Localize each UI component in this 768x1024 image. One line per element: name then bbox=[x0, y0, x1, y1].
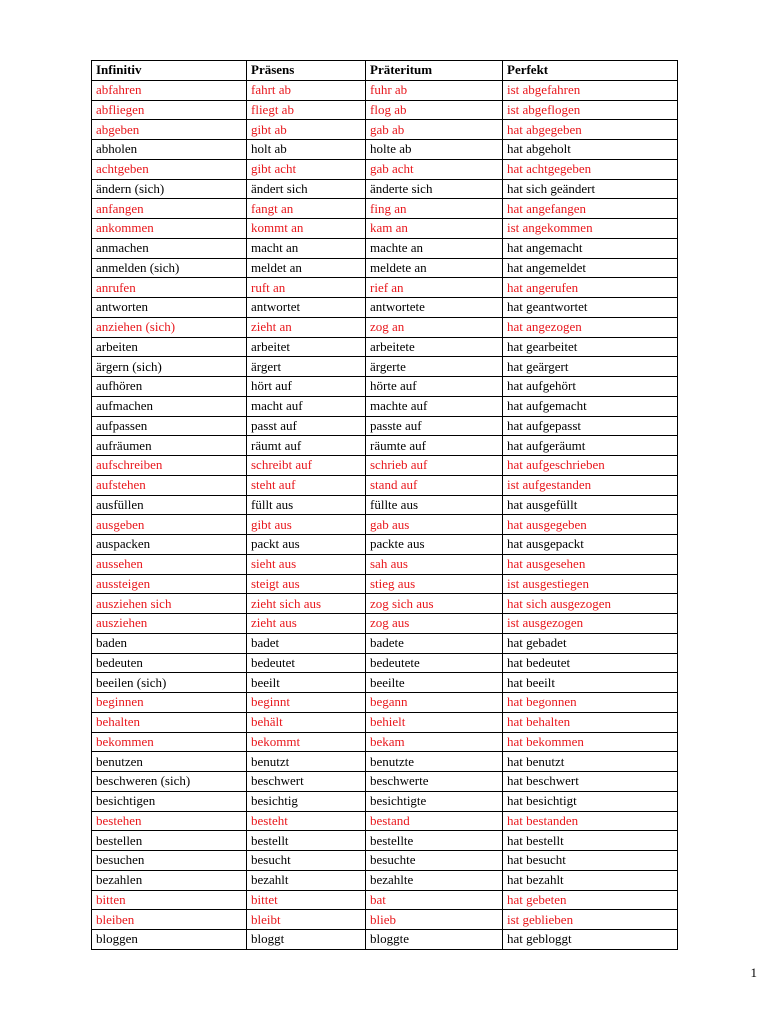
praeteritum-cell: bloggte bbox=[366, 930, 503, 950]
praesens-cell: behält bbox=[247, 712, 366, 732]
perfekt-cell: hat bezahlt bbox=[503, 870, 678, 890]
infinitiv-cell: abholen bbox=[92, 140, 247, 160]
perfekt-cell: hat bestanden bbox=[503, 811, 678, 831]
infinitiv-cell: ausgeben bbox=[92, 515, 247, 535]
praeteritum-cell: besuchte bbox=[366, 851, 503, 871]
infinitiv-cell: abfliegen bbox=[92, 100, 247, 120]
infinitiv-cell: anfangen bbox=[92, 199, 247, 219]
praesens-cell: bleibt bbox=[247, 910, 366, 930]
praesens-cell: besichtig bbox=[247, 791, 366, 811]
perfekt-cell: ist ausgezogen bbox=[503, 614, 678, 634]
infinitiv-cell: baden bbox=[92, 633, 247, 653]
table-row bbox=[92, 594, 678, 614]
infinitiv-cell: aufschreiben bbox=[92, 456, 247, 476]
table-row bbox=[92, 910, 678, 930]
perfekt-cell: hat angezogen bbox=[503, 317, 678, 337]
praeteritum-cell: machte an bbox=[366, 238, 503, 258]
praesens-cell: bloggt bbox=[247, 930, 366, 950]
infinitiv-cell: beschweren (sich) bbox=[92, 772, 247, 792]
praesens-cell: zieht aus bbox=[247, 614, 366, 634]
table-row bbox=[92, 693, 678, 713]
perfekt-cell: hat abgeholt bbox=[503, 140, 678, 160]
infinitiv-cell: ausfüllen bbox=[92, 495, 247, 515]
perfekt-cell: hat geantwortet bbox=[503, 298, 678, 318]
praeteritum-cell: holte ab bbox=[366, 140, 503, 160]
praesens-cell: steigt aus bbox=[247, 574, 366, 594]
praeteritum-cell: stieg aus bbox=[366, 574, 503, 594]
table-row bbox=[92, 278, 678, 298]
praeteritum-cell: benutzte bbox=[366, 752, 503, 772]
praeteritum-cell: antwortete bbox=[366, 298, 503, 318]
praeteritum-cell: begann bbox=[366, 693, 503, 713]
praesens-cell: beschwert bbox=[247, 772, 366, 792]
infinitiv-cell: bloggen bbox=[92, 930, 247, 950]
praeteritum-cell: beeilte bbox=[366, 673, 503, 693]
praesens-cell: passt auf bbox=[247, 416, 366, 436]
praeteritum-cell: füllte aus bbox=[366, 495, 503, 515]
praeteritum-cell: hörte auf bbox=[366, 377, 503, 397]
praeteritum-cell: blieb bbox=[366, 910, 503, 930]
praeteritum-cell: bedeutete bbox=[366, 653, 503, 673]
infinitiv-cell: bezahlen bbox=[92, 870, 247, 890]
praeteritum-cell: kam an bbox=[366, 219, 503, 239]
infinitiv-cell: aufstehen bbox=[92, 475, 247, 495]
perfekt-cell: ist ausgestiegen bbox=[503, 574, 678, 594]
infinitiv-cell: beeilen (sich) bbox=[92, 673, 247, 693]
perfekt-cell: hat ausgesehen bbox=[503, 554, 678, 574]
praesens-cell: bittet bbox=[247, 890, 366, 910]
infinitiv-cell: bleiben bbox=[92, 910, 247, 930]
table-row bbox=[92, 159, 678, 179]
perfekt-cell: hat besichtigt bbox=[503, 791, 678, 811]
praeteritum-cell: flog ab bbox=[366, 100, 503, 120]
praesens-cell: zieht sich aus bbox=[247, 594, 366, 614]
praesens-cell: sieht aus bbox=[247, 554, 366, 574]
praesens-cell: meldet an bbox=[247, 258, 366, 278]
table-row bbox=[92, 851, 678, 871]
table-row bbox=[92, 80, 678, 100]
praesens-cell: bestellt bbox=[247, 831, 366, 851]
praesens-cell: beeilt bbox=[247, 673, 366, 693]
perfekt-cell: ist geblieben bbox=[503, 910, 678, 930]
table-row bbox=[92, 298, 678, 318]
table-row bbox=[92, 890, 678, 910]
table-row bbox=[92, 870, 678, 890]
table-row bbox=[92, 673, 678, 693]
praeteritum-cell: machte auf bbox=[366, 396, 503, 416]
praesens-cell: gibt ab bbox=[247, 120, 366, 140]
infinitiv-cell: anrufen bbox=[92, 278, 247, 298]
header-infinitiv: Infinitiv bbox=[92, 61, 247, 81]
perfekt-cell: hat aufgeräumt bbox=[503, 436, 678, 456]
infinitiv-cell: anmelden (sich) bbox=[92, 258, 247, 278]
infinitiv-cell: auspacken bbox=[92, 535, 247, 555]
infinitiv-cell: bestehen bbox=[92, 811, 247, 831]
perfekt-cell: hat abgegeben bbox=[503, 120, 678, 140]
table-row bbox=[92, 495, 678, 515]
praesens-cell: ändert sich bbox=[247, 179, 366, 199]
infinitiv-cell: ausziehen bbox=[92, 614, 247, 634]
table-body bbox=[92, 80, 678, 949]
praesens-cell: schreibt auf bbox=[247, 456, 366, 476]
perfekt-cell: hat angemeldet bbox=[503, 258, 678, 278]
perfekt-cell: hat angerufen bbox=[503, 278, 678, 298]
infinitiv-cell: aussehen bbox=[92, 554, 247, 574]
praesens-cell: ärgert bbox=[247, 357, 366, 377]
praesens-cell: gibt aus bbox=[247, 515, 366, 535]
praesens-cell: badet bbox=[247, 633, 366, 653]
table-row bbox=[92, 179, 678, 199]
praesens-cell: kommt an bbox=[247, 219, 366, 239]
praesens-cell: fangt an bbox=[247, 199, 366, 219]
praesens-cell: besucht bbox=[247, 851, 366, 871]
praeteritum-cell: ärgerte bbox=[366, 357, 503, 377]
praesens-cell: arbeitet bbox=[247, 337, 366, 357]
table-row bbox=[92, 258, 678, 278]
praeteritum-cell: bat bbox=[366, 890, 503, 910]
infinitiv-cell: aufhören bbox=[92, 377, 247, 397]
praesens-cell: fahrt ab bbox=[247, 80, 366, 100]
praeteritum-cell: meldete an bbox=[366, 258, 503, 278]
table-row bbox=[92, 475, 678, 495]
infinitiv-cell: aufmachen bbox=[92, 396, 247, 416]
perfekt-cell: hat gebadet bbox=[503, 633, 678, 653]
perfekt-cell: ist aufgestanden bbox=[503, 475, 678, 495]
header-perfekt: Perfekt bbox=[503, 61, 678, 81]
praeteritum-cell: fuhr ab bbox=[366, 80, 503, 100]
perfekt-cell: hat bekommen bbox=[503, 732, 678, 752]
praeteritum-cell: änderte sich bbox=[366, 179, 503, 199]
infinitiv-cell: besuchen bbox=[92, 851, 247, 871]
table-row bbox=[92, 238, 678, 258]
praeteritum-cell: bestellte bbox=[366, 831, 503, 851]
table-row bbox=[92, 396, 678, 416]
infinitiv-cell: bestellen bbox=[92, 831, 247, 851]
infinitiv-cell: aussteigen bbox=[92, 574, 247, 594]
praeteritum-cell: bezahlte bbox=[366, 870, 503, 890]
infinitiv-cell: besichtigen bbox=[92, 791, 247, 811]
perfekt-cell: hat ausgefüllt bbox=[503, 495, 678, 515]
infinitiv-cell: ankommen bbox=[92, 219, 247, 239]
perfekt-cell: hat aufgehört bbox=[503, 377, 678, 397]
table-row bbox=[92, 772, 678, 792]
table-row bbox=[92, 614, 678, 634]
praeteritum-cell: fing an bbox=[366, 199, 503, 219]
praesens-cell: holt ab bbox=[247, 140, 366, 160]
praesens-cell: benutzt bbox=[247, 752, 366, 772]
table-row bbox=[92, 752, 678, 772]
praeteritum-cell: rief an bbox=[366, 278, 503, 298]
perfekt-cell: ist abgeflogen bbox=[503, 100, 678, 120]
praeteritum-cell: passte auf bbox=[366, 416, 503, 436]
table-row bbox=[92, 831, 678, 851]
table-row bbox=[92, 377, 678, 397]
perfekt-cell: hat bestellt bbox=[503, 831, 678, 851]
praesens-cell: besteht bbox=[247, 811, 366, 831]
praesens-cell: bedeutet bbox=[247, 653, 366, 673]
table-row bbox=[92, 535, 678, 555]
table-row bbox=[92, 337, 678, 357]
table-row bbox=[92, 120, 678, 140]
header-praeteritum: Präteritum bbox=[366, 61, 503, 81]
table-row bbox=[92, 317, 678, 337]
verb-table bbox=[91, 60, 678, 950]
table-row bbox=[92, 416, 678, 436]
table-row bbox=[92, 554, 678, 574]
perfekt-cell: hat ausgepackt bbox=[503, 535, 678, 555]
praeteritum-cell: bestand bbox=[366, 811, 503, 831]
table-row bbox=[92, 811, 678, 831]
table-row bbox=[92, 653, 678, 673]
perfekt-cell: hat aufgepasst bbox=[503, 416, 678, 436]
perfekt-cell: hat beeilt bbox=[503, 673, 678, 693]
table-row bbox=[92, 791, 678, 811]
perfekt-cell: hat aufgemacht bbox=[503, 396, 678, 416]
infinitiv-cell: ändern (sich) bbox=[92, 179, 247, 199]
header-praesens: Präsens bbox=[247, 61, 366, 81]
praeteritum-cell: packte aus bbox=[366, 535, 503, 555]
infinitiv-cell: bitten bbox=[92, 890, 247, 910]
table-row bbox=[92, 574, 678, 594]
infinitiv-cell: bekommen bbox=[92, 732, 247, 752]
infinitiv-cell: ausziehen sich bbox=[92, 594, 247, 614]
praeteritum-cell: beschwerte bbox=[366, 772, 503, 792]
table-row bbox=[92, 633, 678, 653]
table-row bbox=[92, 732, 678, 752]
praesens-cell: gibt acht bbox=[247, 159, 366, 179]
perfekt-cell: hat beschwert bbox=[503, 772, 678, 792]
table-row bbox=[92, 930, 678, 950]
table-row bbox=[92, 219, 678, 239]
praeteritum-cell: zog an bbox=[366, 317, 503, 337]
infinitiv-cell: achtgeben bbox=[92, 159, 247, 179]
praeteritum-cell: gab ab bbox=[366, 120, 503, 140]
page-number: 1 bbox=[750, 965, 757, 980]
praesens-cell: füllt aus bbox=[247, 495, 366, 515]
infinitiv-cell: bedeuten bbox=[92, 653, 247, 673]
infinitiv-cell: anmachen bbox=[92, 238, 247, 258]
table-row bbox=[92, 199, 678, 219]
praeteritum-cell: stand auf bbox=[366, 475, 503, 495]
praesens-cell: macht auf bbox=[247, 396, 366, 416]
perfekt-cell: hat begonnen bbox=[503, 693, 678, 713]
perfekt-cell: hat geärgert bbox=[503, 357, 678, 377]
praeteritum-cell: gab aus bbox=[366, 515, 503, 535]
praeteritum-cell: räumte auf bbox=[366, 436, 503, 456]
perfekt-cell: hat gebloggt bbox=[503, 930, 678, 950]
perfekt-cell: hat sich ausgezogen bbox=[503, 594, 678, 614]
table-row bbox=[92, 357, 678, 377]
praesens-cell: bezahlt bbox=[247, 870, 366, 890]
table-row bbox=[92, 100, 678, 120]
header-row bbox=[92, 61, 678, 81]
table-header bbox=[92, 61, 678, 81]
praesens-cell: räumt auf bbox=[247, 436, 366, 456]
praesens-cell: bekommt bbox=[247, 732, 366, 752]
perfekt-cell: hat angefangen bbox=[503, 199, 678, 219]
praeteritum-cell: schrieb auf bbox=[366, 456, 503, 476]
praesens-cell: macht an bbox=[247, 238, 366, 258]
table-row bbox=[92, 436, 678, 456]
infinitiv-cell: benutzen bbox=[92, 752, 247, 772]
praeteritum-cell: zog aus bbox=[366, 614, 503, 634]
praesens-cell: ruft an bbox=[247, 278, 366, 298]
infinitiv-cell: abgeben bbox=[92, 120, 247, 140]
praesens-cell: antwortet bbox=[247, 298, 366, 318]
infinitiv-cell: anziehen (sich) bbox=[92, 317, 247, 337]
praeteritum-cell: besichtigte bbox=[366, 791, 503, 811]
infinitiv-cell: aufpassen bbox=[92, 416, 247, 436]
perfekt-cell: ist abgefahren bbox=[503, 80, 678, 100]
infinitiv-cell: beginnen bbox=[92, 693, 247, 713]
infinitiv-cell: behalten bbox=[92, 712, 247, 732]
perfekt-cell: hat besucht bbox=[503, 851, 678, 871]
table-row bbox=[92, 515, 678, 535]
perfekt-cell: hat behalten bbox=[503, 712, 678, 732]
praeteritum-cell: sah aus bbox=[366, 554, 503, 574]
praesens-cell: steht auf bbox=[247, 475, 366, 495]
infinitiv-cell: abfahren bbox=[92, 80, 247, 100]
perfekt-cell: hat gebeten bbox=[503, 890, 678, 910]
perfekt-cell: hat aufgeschrieben bbox=[503, 456, 678, 476]
table-row bbox=[92, 712, 678, 732]
praeteritum-cell: bekam bbox=[366, 732, 503, 752]
praeteritum-cell: arbeitete bbox=[366, 337, 503, 357]
perfekt-cell: hat gearbeitet bbox=[503, 337, 678, 357]
praesens-cell: beginnt bbox=[247, 693, 366, 713]
perfekt-cell: hat sich geändert bbox=[503, 179, 678, 199]
infinitiv-cell: ärgern (sich) bbox=[92, 357, 247, 377]
infinitiv-cell: aufräumen bbox=[92, 436, 247, 456]
praesens-cell: fliegt ab bbox=[247, 100, 366, 120]
praeteritum-cell: gab acht bbox=[366, 159, 503, 179]
praesens-cell: zieht an bbox=[247, 317, 366, 337]
perfekt-cell: hat benutzt bbox=[503, 752, 678, 772]
praeteritum-cell: behielt bbox=[366, 712, 503, 732]
perfekt-cell: hat angemacht bbox=[503, 238, 678, 258]
table-row bbox=[92, 140, 678, 160]
infinitiv-cell: antworten bbox=[92, 298, 247, 318]
perfekt-cell: hat ausgegeben bbox=[503, 515, 678, 535]
perfekt-cell: ist angekommen bbox=[503, 219, 678, 239]
praesens-cell: packt aus bbox=[247, 535, 366, 555]
praeteritum-cell: badete bbox=[366, 633, 503, 653]
praesens-cell: hört auf bbox=[247, 377, 366, 397]
table-row bbox=[92, 456, 678, 476]
praeteritum-cell: zog sich aus bbox=[366, 594, 503, 614]
perfekt-cell: hat achtgegeben bbox=[503, 159, 678, 179]
perfekt-cell: hat bedeutet bbox=[503, 653, 678, 673]
infinitiv-cell: arbeiten bbox=[92, 337, 247, 357]
